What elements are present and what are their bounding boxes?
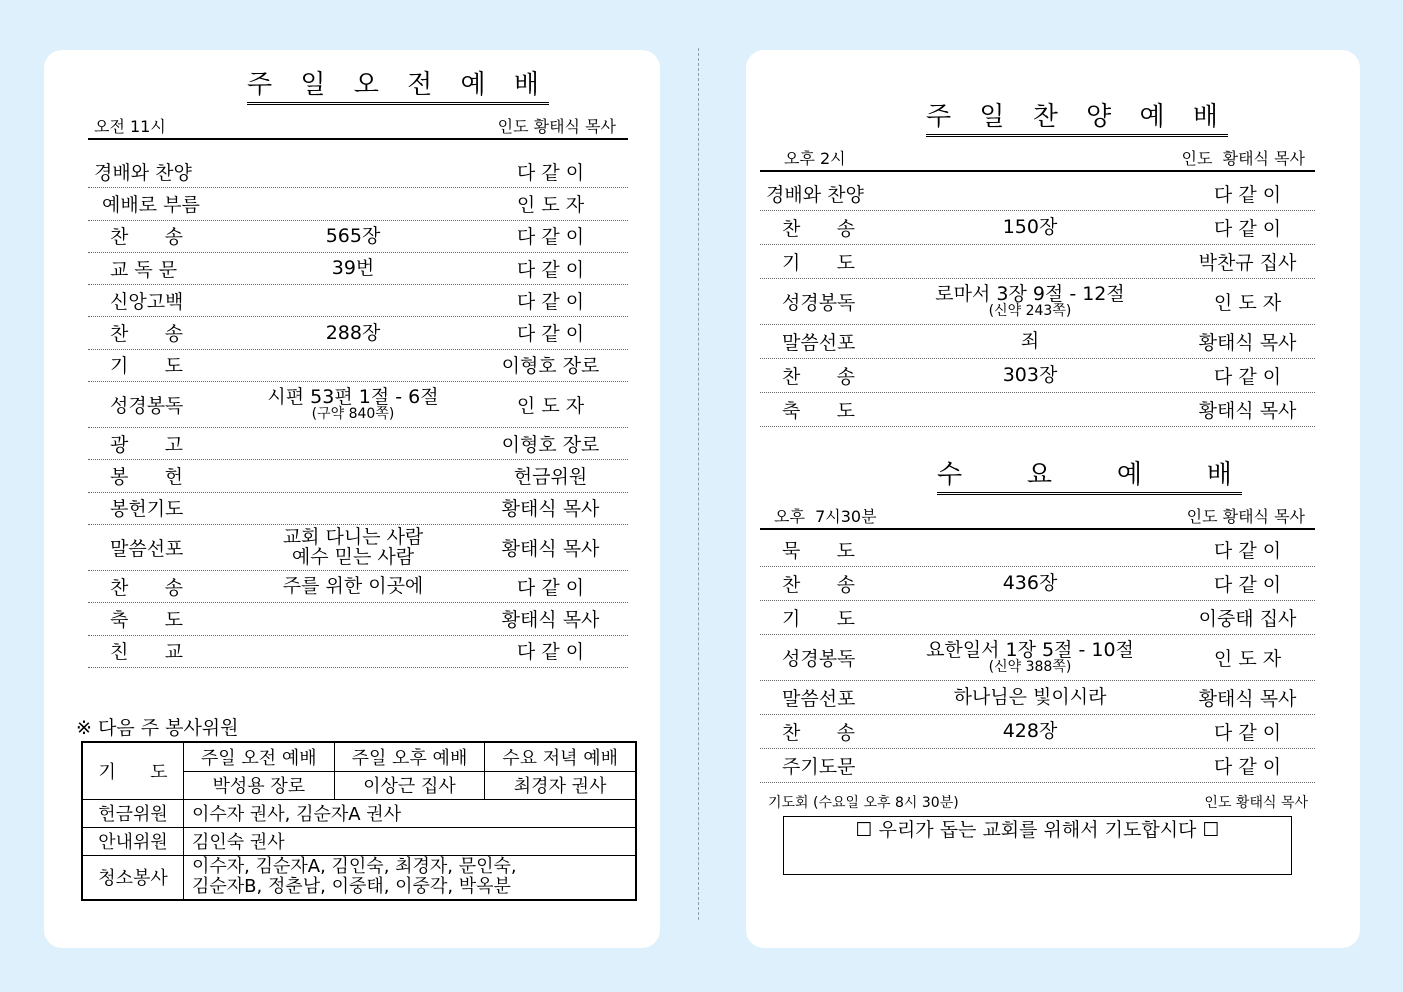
order-row xyxy=(88,602,628,635)
serving-table xyxy=(81,741,637,901)
order-row xyxy=(88,570,628,603)
order-item-person: 황태식 목사 xyxy=(501,498,600,521)
morning-time: 오전 11시 xyxy=(94,117,166,136)
order-item-detail-main: 시편 53편 1절 - 6절 xyxy=(267,386,439,409)
order-row xyxy=(88,220,628,253)
serving-guide-label: 안내위원 xyxy=(82,827,184,855)
afternoon-time: 오후 2시 xyxy=(784,149,846,168)
wednesday-time: 오후 7시30분 xyxy=(774,507,877,526)
order-item-person: 인 도 자 xyxy=(1213,291,1282,314)
prayer-meeting-time: 기도회 (수요일 오후 8시 30분) xyxy=(768,795,959,811)
order-item-name: 찬 송 xyxy=(782,721,855,744)
order-row xyxy=(88,492,628,525)
order-item-person: 다 같 이 xyxy=(516,161,585,184)
order-item-detail xyxy=(910,392,1150,426)
order-item-detail xyxy=(238,381,468,427)
order-item-detail-main: 죄 xyxy=(1020,330,1040,352)
order-item-detail xyxy=(238,635,468,667)
morning-meta xyxy=(88,116,628,140)
prayer-banner: ☐ 우리가 돕는 교회를 위해서 기도합시다 ☐ xyxy=(783,816,1292,875)
order-item-detail-sub: (구약 840쪽) xyxy=(311,406,395,423)
serving-cleaning-line2: 김순자B, 정춘남, 이중태, 이중각, 박옥분 xyxy=(192,876,511,898)
order-item-detail-main: 288장 xyxy=(325,321,381,344)
order-item-detail xyxy=(238,284,468,316)
order-row xyxy=(88,317,628,350)
order-item-person: 황태식 목사 xyxy=(501,537,600,560)
order-item-detail xyxy=(238,570,468,602)
order-item-detail xyxy=(238,459,468,491)
afternoon-meta xyxy=(760,148,1315,172)
order-item-name: 봉 헌 xyxy=(110,466,183,489)
order-item-detail xyxy=(910,278,1150,324)
order-item-detail xyxy=(910,634,1150,680)
order-item-detail-sub: (신약 243쪽) xyxy=(988,303,1072,319)
order-item-person: 이중태 집사 xyxy=(1198,607,1297,630)
order-item-name: 축 도 xyxy=(110,608,183,631)
serving-col-afternoon: 주일 오후 예배 xyxy=(334,742,485,771)
order-item-detail xyxy=(238,427,468,459)
order-item-name: 성경봉독 xyxy=(110,394,184,417)
order-item-detail xyxy=(910,244,1150,278)
order-item-detail-sub: 예수 믿는 사람 xyxy=(291,546,415,568)
order-row xyxy=(88,187,628,220)
order-row xyxy=(88,349,628,382)
serving-offering-people: 이수자 권사, 김순자A 권사 xyxy=(184,799,637,827)
order-item-detail xyxy=(238,155,468,187)
order-item-detail xyxy=(238,349,468,381)
order-row xyxy=(760,680,1315,715)
order-item-detail xyxy=(910,600,1150,634)
order-item-name: 찬 송 xyxy=(782,573,855,596)
morning-leader: 인도 황태식 목사 xyxy=(497,117,616,136)
order-item-name: 찬 송 xyxy=(782,365,855,388)
order-row xyxy=(760,392,1315,427)
order-row xyxy=(760,176,1315,211)
prayer-meeting-line xyxy=(768,793,1308,813)
wednesday-meta xyxy=(760,506,1315,530)
serving-cleaning-line1: 이수자, 김순자A, 김인숙, 최경자, 문인숙, xyxy=(192,856,517,878)
order-row xyxy=(88,252,628,285)
order-item-name: 기 도 xyxy=(110,355,183,378)
serving-prayer-wednesday: 최경자 권사 xyxy=(485,771,636,799)
order-item-name: 친 교 xyxy=(110,641,183,664)
morning-title: 주 일 오 전 예 배 xyxy=(247,70,549,105)
order-item-person: 인 도 자 xyxy=(516,394,585,417)
serving-cleaning-people xyxy=(184,855,637,900)
serving-col-wednesday: 수요 저녁 예배 xyxy=(485,742,636,771)
order-item-person: 다 같 이 xyxy=(516,641,585,664)
order-row xyxy=(760,210,1315,245)
serving-cleaning-label: 청소봉사 xyxy=(82,855,184,900)
order-row xyxy=(88,427,628,460)
serving-offering-label: 헌금위원 xyxy=(82,799,184,827)
order-row xyxy=(88,155,628,188)
order-item-name: 기 도 xyxy=(782,607,855,630)
order-item-detail xyxy=(238,524,468,570)
order-item-name: 주기도문 xyxy=(782,755,856,778)
order-item-person: 다 같 이 xyxy=(1213,573,1282,596)
order-item-detail xyxy=(238,602,468,634)
order-item-detail-main: 39번 xyxy=(331,257,375,280)
order-item-detail xyxy=(910,210,1150,244)
order-item-detail-main: 하나님은 빛이시라 xyxy=(953,686,1107,708)
order-item-person: 다 같 이 xyxy=(1213,539,1282,562)
order-item-name: 찬 송 xyxy=(110,576,183,599)
order-item-person: 다 같 이 xyxy=(1213,755,1282,778)
order-item-name: 말씀선포 xyxy=(110,537,184,560)
order-item-name: 찬 송 xyxy=(110,226,183,249)
order-item-person: 다 같 이 xyxy=(516,576,585,599)
serving-guide-people: 김인숙 권사 xyxy=(184,827,637,855)
prayer-meeting-leader: 인도 황태식 목사 xyxy=(1204,795,1308,811)
order-item-person: 이형호 장로 xyxy=(501,355,600,378)
order-row xyxy=(760,532,1315,567)
order-item-detail-main: 교회 다니는 사람 xyxy=(282,526,424,548)
order-row xyxy=(760,324,1315,359)
order-item-detail-main: 150장 xyxy=(1002,216,1058,238)
order-item-person: 다 같 이 xyxy=(516,323,585,346)
wednesday-leader: 인도 황태식 목사 xyxy=(1186,507,1305,526)
serving-prayer-morning: 박성용 장로 xyxy=(184,771,335,799)
order-item-person: 다 같 이 xyxy=(1213,217,1282,240)
order-item-name: 말씀선포 xyxy=(782,687,856,710)
order-row xyxy=(88,459,628,492)
order-item-name: 성경봉독 xyxy=(782,291,856,314)
order-item-person: 인 도 자 xyxy=(516,193,585,216)
order-item-detail-main: 436장 xyxy=(1002,572,1058,594)
order-item-detail xyxy=(910,176,1150,210)
order-item-detail xyxy=(910,748,1150,782)
order-item-name: 성경봉독 xyxy=(782,647,856,670)
serving-col-morning: 주일 오전 예배 xyxy=(184,742,335,771)
order-item-detail xyxy=(238,252,468,284)
order-item-person: 박찬규 집사 xyxy=(1198,251,1297,274)
order-item-person: 황태식 목사 xyxy=(1198,331,1297,354)
order-item-detail xyxy=(910,680,1150,714)
order-row xyxy=(760,634,1315,681)
order-item-name: 묵 도 xyxy=(782,539,855,562)
order-item-person: 다 같 이 xyxy=(1213,365,1282,388)
order-item-name: 교 독 문 xyxy=(110,258,178,281)
order-item-person: 다 같 이 xyxy=(516,290,585,313)
order-item-detail xyxy=(910,358,1150,392)
order-item-name: 경배와 찬양 xyxy=(766,183,864,206)
order-item-detail xyxy=(910,566,1150,600)
order-item-person: 이형호 장로 xyxy=(501,433,600,456)
order-item-person: 황태식 목사 xyxy=(1198,399,1297,422)
order-item-detail xyxy=(238,220,468,252)
order-item-detail-main: 주를 위한 이곳에 xyxy=(282,575,424,598)
order-item-detail xyxy=(910,714,1150,748)
order-item-name: 찬 송 xyxy=(110,323,183,346)
order-item-name: 축 도 xyxy=(782,399,855,422)
order-item-detail xyxy=(238,492,468,524)
serving-prayer-label: 기 도 xyxy=(82,742,184,799)
order-row xyxy=(88,381,628,428)
afternoon-leader: 인도 황태식 목사 xyxy=(1181,149,1305,168)
order-item-detail xyxy=(910,532,1150,566)
wednesday-title: 수 요 예 배 xyxy=(937,460,1242,495)
order-item-detail xyxy=(238,187,468,219)
order-item-detail-main: 로마서 3장 9절 - 12절 xyxy=(935,283,1125,305)
order-row xyxy=(760,600,1315,635)
order-item-name: 봉헌기도 xyxy=(110,498,184,521)
order-row xyxy=(760,358,1315,393)
order-item-name: 찬 송 xyxy=(782,217,855,240)
order-item-detail xyxy=(910,324,1150,358)
order-item-name: 경배와 찬양 xyxy=(94,161,192,184)
order-item-detail-main: 요한일서 1장 5절 - 10절 xyxy=(926,639,1134,661)
order-item-detail-sub: (신약 388쪽) xyxy=(988,659,1072,675)
order-item-name: 예배로 부름 xyxy=(102,193,200,216)
order-row xyxy=(760,714,1315,749)
order-item-person: 다 같 이 xyxy=(1213,183,1282,206)
fold-divider xyxy=(698,48,699,920)
order-item-person: 황태식 목사 xyxy=(1198,687,1297,710)
order-row xyxy=(760,566,1315,601)
order-item-name: 기 도 xyxy=(782,251,855,274)
order-item-detail-main: 428장 xyxy=(1002,720,1058,742)
afternoon-title: 주 일 찬 양 예 배 xyxy=(926,102,1228,137)
order-item-name: 말씀선포 xyxy=(782,331,856,354)
order-row xyxy=(88,284,628,317)
order-item-detail-main: 303장 xyxy=(1002,364,1058,386)
order-item-detail xyxy=(238,317,468,349)
serving-prayer-afternoon: 이상근 집사 xyxy=(334,771,485,799)
order-item-name: 광 고 xyxy=(110,433,183,456)
order-item-person: 다 같 이 xyxy=(1213,721,1282,744)
order-row xyxy=(760,278,1315,325)
order-item-person: 다 같 이 xyxy=(516,258,585,281)
order-row xyxy=(760,244,1315,279)
order-item-detail-main: 565장 xyxy=(325,224,381,247)
order-item-person: 헌금위원 xyxy=(513,466,588,489)
order-row xyxy=(760,748,1315,783)
order-row xyxy=(88,524,628,571)
order-item-person: 황태식 목사 xyxy=(501,608,600,631)
order-item-person: 인 도 자 xyxy=(1213,647,1282,670)
order-item-name: 신앙고백 xyxy=(110,290,184,313)
serving-heading: ※ 다음 주 봉사위원 xyxy=(76,717,239,739)
order-row xyxy=(88,635,628,668)
order-item-person: 다 같 이 xyxy=(516,226,585,249)
